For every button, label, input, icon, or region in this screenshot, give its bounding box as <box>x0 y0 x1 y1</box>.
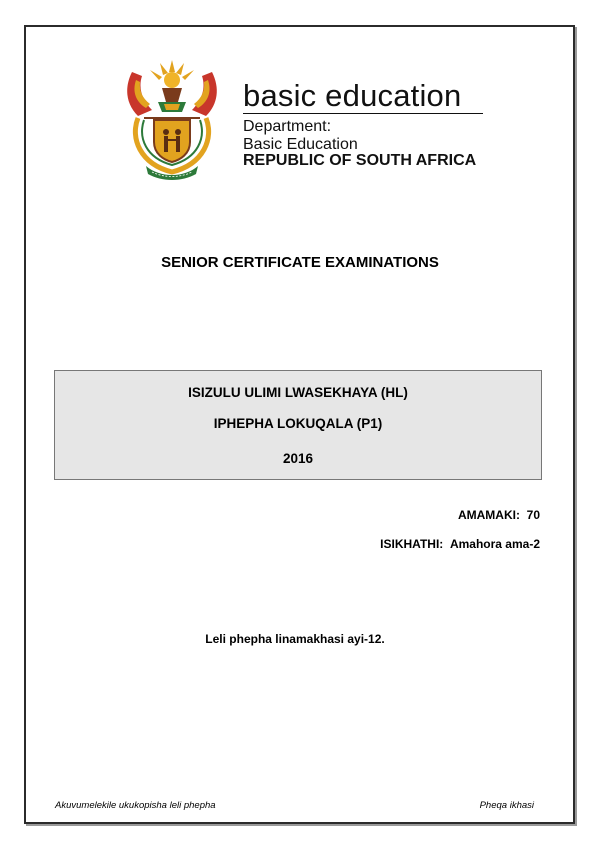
time-label: ISIKHATHI: <box>380 537 444 551</box>
brand-title: basic education <box>243 78 462 113</box>
brand-underline <box>243 113 483 114</box>
marks-label: AMAMAKI: <box>457 508 520 522</box>
department-name: Basic Education <box>243 136 358 153</box>
copyright-notice: Akuvumelekile ukukopisha leli phepha <box>55 800 216 811</box>
marks-line <box>458 508 540 522</box>
subject-title: ISIZULU ULIMI LWASEKHAYA (HL) <box>188 385 408 400</box>
turn-page-note: Pheqa ikhasi <box>479 800 534 811</box>
south-africa-coat-of-arms-icon <box>124 58 220 182</box>
pages-note: Leli phepha linamakhasi ayi-12. <box>205 632 385 646</box>
paper-title: IPHEPHA LOKUQALA (P1) <box>213 416 383 431</box>
subject-box <box>54 370 542 480</box>
rising-sun <box>150 60 194 88</box>
exam-year: 2016 <box>282 451 314 466</box>
time-line <box>380 537 540 551</box>
country-name: REPUBLIC OF SOUTH AFRICA <box>243 152 477 169</box>
department-label: Department: <box>243 118 332 135</box>
marks-value: 70 <box>526 508 540 522</box>
exam-heading: SENIOR CERTIFICATE EXAMINATIONS <box>161 254 439 271</box>
time-value: Amahora ama-2 <box>449 537 540 551</box>
